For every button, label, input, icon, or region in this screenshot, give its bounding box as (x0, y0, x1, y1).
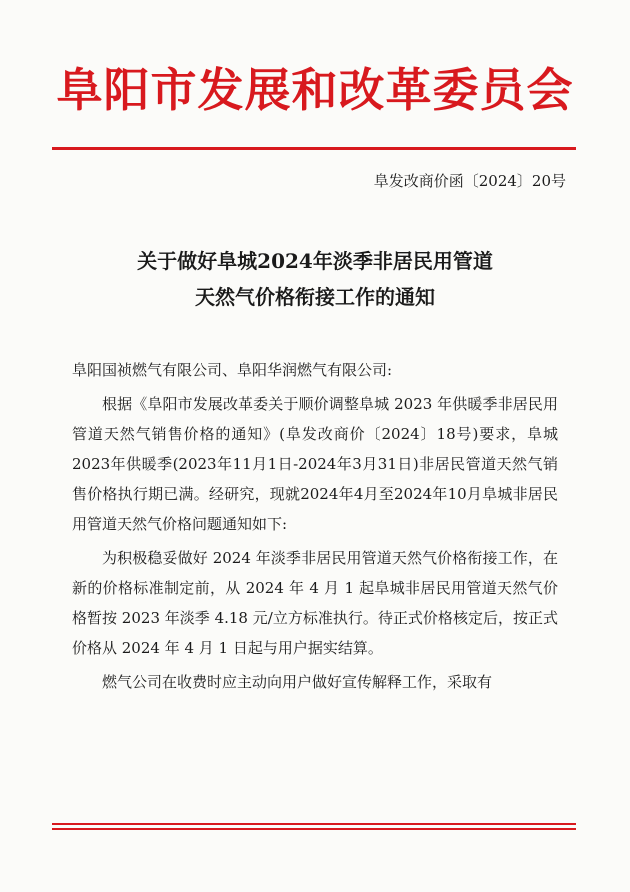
document-number: 阜发改商价函〔2024〕20号 (373, 172, 566, 190)
salutation: 阜阳国祯燃气有限公司、阜阳华润燃气有限公司: (72, 361, 393, 379)
paragraph-2: 为积极稳妥做好 2024 年淡季非居民用管道天然气价格衔接工作，在新的价格标准制定前，从 2024 年 4 月 1 起阜城非居民用管道天然气价格暂按 2023 年淡季 4.18 元/立方标准执行。待正式价格核定后，按正式价格从 2024 年 4 月 1 日起与用户据实结算。 (72, 549, 558, 657)
notice-title-line-2: 天然气价格衔接工作的通知 (195, 285, 435, 309)
organization-letterhead: 阜阳市发展和改革委员会 (56, 63, 574, 117)
notice-title-line-1: 关于做好阜城2024年淡季非居民用管道 (137, 249, 493, 273)
letterhead-red-rule (52, 147, 576, 150)
paragraph-1: 根据《阜阳市发展改革委关于顺价调整阜城 2023 年供暖季非居民用管道天然气销售价格的通知》(阜发改商价〔2024〕18号)要求，阜城2023年供暖季(2023年11月1日-2024年3月31日)非居民管道天然气销售价格执行期已满。经研究，现就2024年4月至2024年10月阜城非居民用管道天然气价格问题通知如下: (72, 395, 558, 533)
notice-body (72, 355, 558, 697)
notice-title (0, 243, 630, 315)
paragraph-3: 燃气公司在收费时应主动向用户做好宣传解释工作，采取有 (102, 673, 493, 691)
footer-red-rule-lower (52, 828, 576, 830)
footer-red-rule-upper (52, 823, 576, 825)
